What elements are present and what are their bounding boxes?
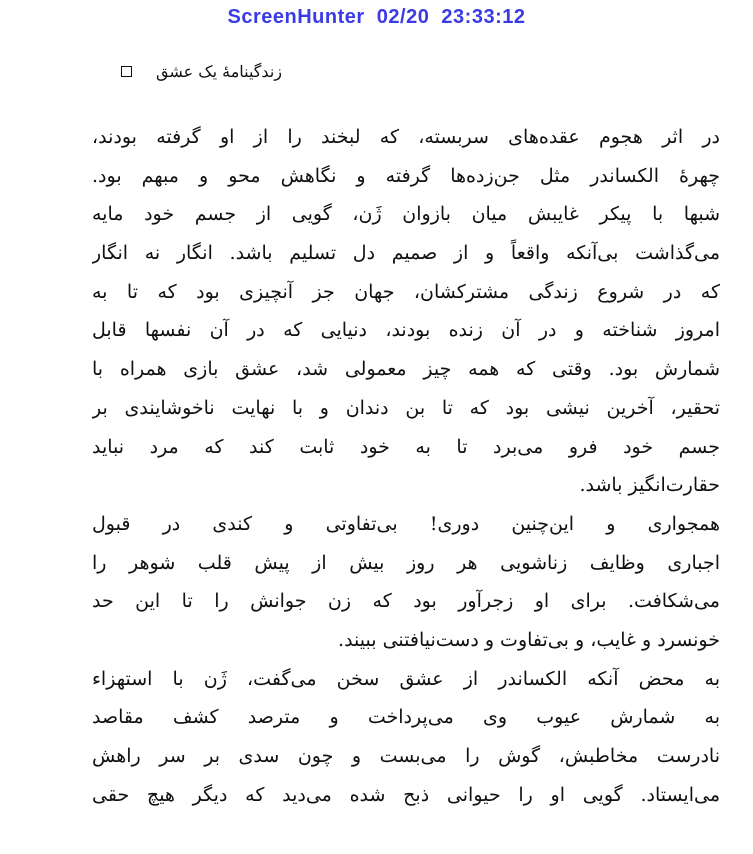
text-line: شبها با پیکر غایبش میان بازوان ژَن، گویی از جسم خود مایه — [92, 203, 720, 226]
text-line: اجباری وظایف زناشویی هر روز بیش از پیش قلب شوهر را — [92, 551, 720, 574]
text-line: شمارش بود. وقتی که همه چیز معمولی شد، عشق بازی همراه با — [92, 358, 720, 381]
text-line: می‌گذاشت بی‌آنکه واقعاً و از صمیم دل تسلیم باشد. انگار نه انگار — [92, 242, 720, 265]
screenhunter-timestamp: ScreenHunter 02/20 23:33:12 — [227, 6, 526, 28]
text-line: حقارت‌انگیز باشد. — [579, 474, 720, 497]
text-line: می‌شکافت. برای او زجرآور بود که زن جوانش را تا این حد — [92, 590, 720, 613]
square-bullet-icon — [121, 66, 132, 77]
chapter-title: زندگینامهٔ یک عشق — [156, 61, 282, 81]
text-line: خونسرد و غایب، و بی‌تفاوت و دست‌نیافتنی ببیند. — [338, 628, 720, 651]
text-line: چهرهٔ الکساندر مثل جن‌زده‌ها گرفته و نگاهش محو و مبهم بود. — [92, 164, 720, 187]
text-line: در اثر هجوم عقده‌های سربسته، که لبخند را از او گرفته بودند، — [92, 126, 720, 148]
text-line: امروز شناخته و در آن زنده بودند، دنیایی که در آن نفسها قابل — [92, 319, 720, 342]
text-line: تحقیر، آخرین نیشی بود که تا بن دندان و با نهایت ناخوشایندی بر — [92, 396, 720, 419]
text-line: نادرست مخاطبش، گوش را می‌بست و چون سدی بر سر راهش — [92, 745, 720, 767]
text-line: می‌ایستاد. گویی او را حیوانی ذبح شده می‌دید که دیگر هیچ حقی — [92, 783, 720, 806]
text-line: به محض آنکه الکساندر از عشق سخن می‌گفت، ژَن با استهزاء — [92, 667, 720, 690]
text-line: که در شروع زندگی مشترکشان، جهان جز آنچیزی بود که تا به — [92, 280, 720, 303]
text-line: همجواری و این‌چنین دوری! بی‌تفاوتی و کندی در قبول — [92, 512, 720, 535]
page-body-text — [92, 118, 720, 814]
text-line: جسم خود فرو می‌برد تا به خود ثابت کند که مرد نباید — [92, 435, 720, 458]
running-header — [92, 56, 282, 86]
text-line: به شمارش عیوب وی می‌پرداخت و مترصد کشف مقاصد — [92, 706, 720, 729]
